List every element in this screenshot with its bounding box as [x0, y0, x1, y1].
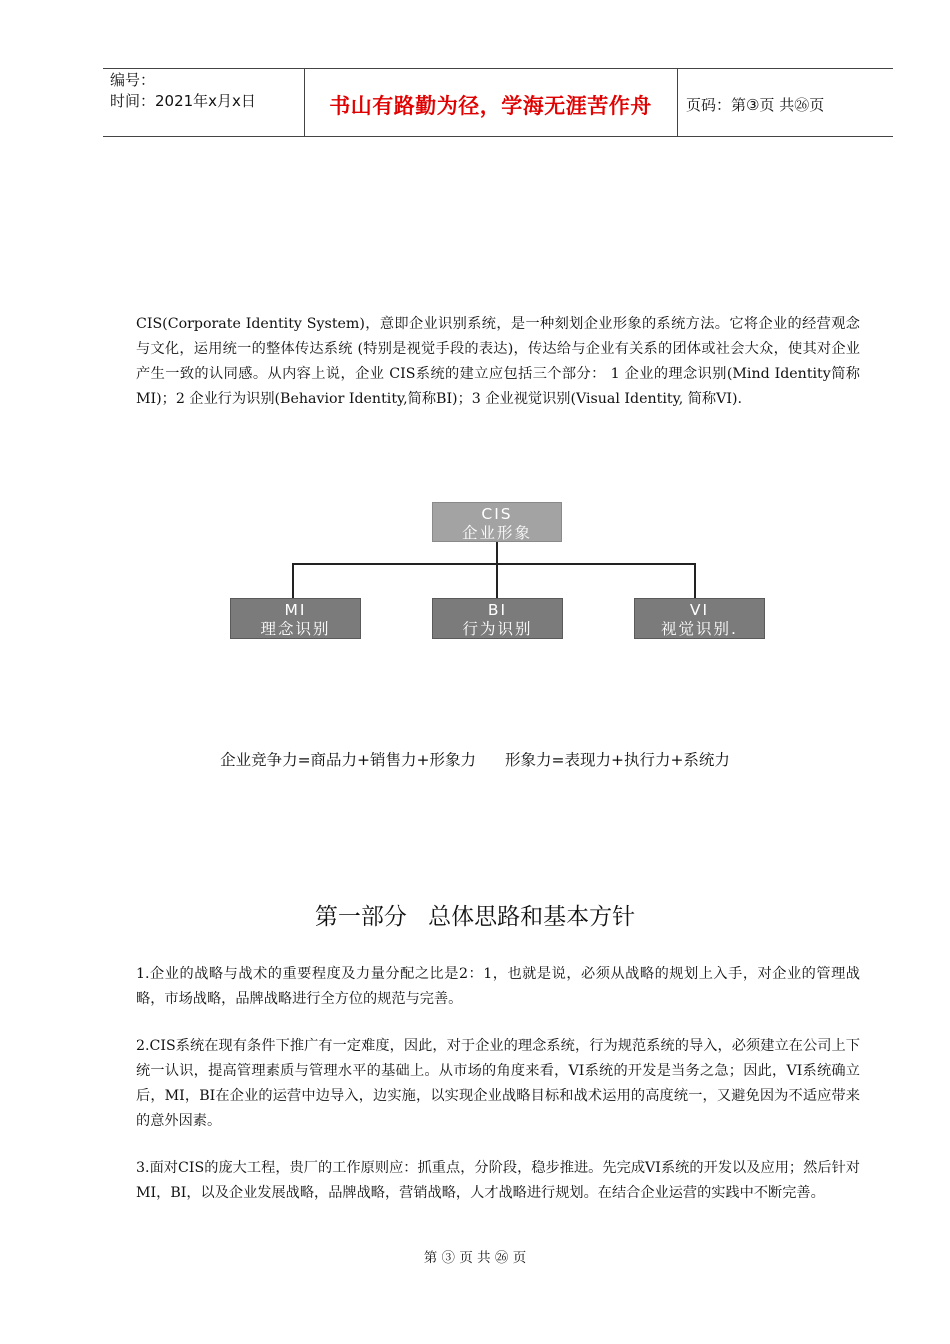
diagram-box-vi [634, 598, 765, 639]
connector-mi [292, 563, 294, 598]
diagram-root-label: 企业形象 [461, 524, 532, 542]
paragraph-1: 1.企业的战略与战术的重要程度及力量分配之比是2：1，也就是说，必须从战略的规划上入手，对企业的管理战略，市场战略，品牌战略进行全方位的规范与完善。 [136, 966, 860, 1007]
header-page-info: 页码：第③页 共㉖页 [686, 96, 825, 114]
diagram-vi-abbr: VI [689, 601, 710, 619]
section-title: 第一部分 总体思路和基本方针 [314, 904, 636, 930]
date-line: 时间：2021年x月x日 [110, 92, 256, 110]
diagram-box-mi [230, 598, 361, 639]
header-bottom-rule [103, 136, 893, 137]
formula-image-power: 形象力=表现力+执行力+系统力 [504, 751, 730, 769]
header-divider-right [677, 68, 678, 136]
intro-paragraph: CIS(Corporate Identity System)，意即企业识别系统，是一种刻划企业形象的系统方法。它将企业的经营观念与文化，运用统一的整体传达系统 (特别是视觉手段的表达)，传达给与企业有关系的团体或社会大众，使其对企业产生一致的认同感。从内容上说，企业 CIS系统的建立应包括三个部分： 1 企业的理念识别(Mind Identity简称MI)；2 企业行为识别(Behavior Identity,简称BI)；3 企业视觉识别(Visual Identity, 简称VI). [136, 316, 860, 407]
formula-competitiveness: 企业竞争力=商品力+销售力+形象力 [220, 751, 477, 769]
diagram-bi-label: 行为识别 [462, 620, 533, 638]
connector-horizontal [292, 563, 696, 565]
paragraph-3: 3.面对CIS的庞大工程，贵厂的工作原则应：抓重点，分阶段，稳步推进。先完成VI系统的开发以及应用；然后针对MI，BI，以及企业发展战略，品牌战略，营销战略，人才战略进行规划。在结合企业运营的实践中不断完善。 [136, 1160, 860, 1201]
header-top-rule [103, 68, 893, 69]
diagram-box-bi [432, 598, 563, 639]
formula-line [0, 748, 950, 770]
header-meta [110, 70, 256, 112]
diagram-mi-label: 理念识别 [260, 620, 331, 638]
connector-vi [694, 563, 696, 598]
diagram-root-abbr: CIS [481, 505, 513, 523]
diagram-mi-abbr: MI [284, 601, 307, 619]
connector-bi [496, 563, 498, 598]
diagram-bi-abbr: BI [487, 601, 508, 619]
number-label: 编号： [110, 71, 156, 89]
diagram-root-box [432, 502, 562, 542]
paragraph-2: 2.CIS系统在现有条件下推广有一定难度，因此，对于企业的理念系统，行为规范系统的导入，必须建立在公司上下统一认识，提高管理素质与管理水平的基础上。从市场的角度来看，VI系统的开发是当务之急；因此，VI系统确立后，MI，BI在企业的运营中边导入，边实施，以实现企业战略目标和战术运用的高度统一，又避免因为不适应带来的意外因素。 [136, 1038, 860, 1129]
connector-root-down [496, 542, 498, 564]
page-footer: 第 ③ 页 共 ㉖ 页 [423, 1250, 527, 1266]
diagram-vi-label: 视觉识别. [661, 620, 738, 638]
header-motto: 书山有路勤为径，学海无涯苦作舟 [329, 94, 652, 118]
